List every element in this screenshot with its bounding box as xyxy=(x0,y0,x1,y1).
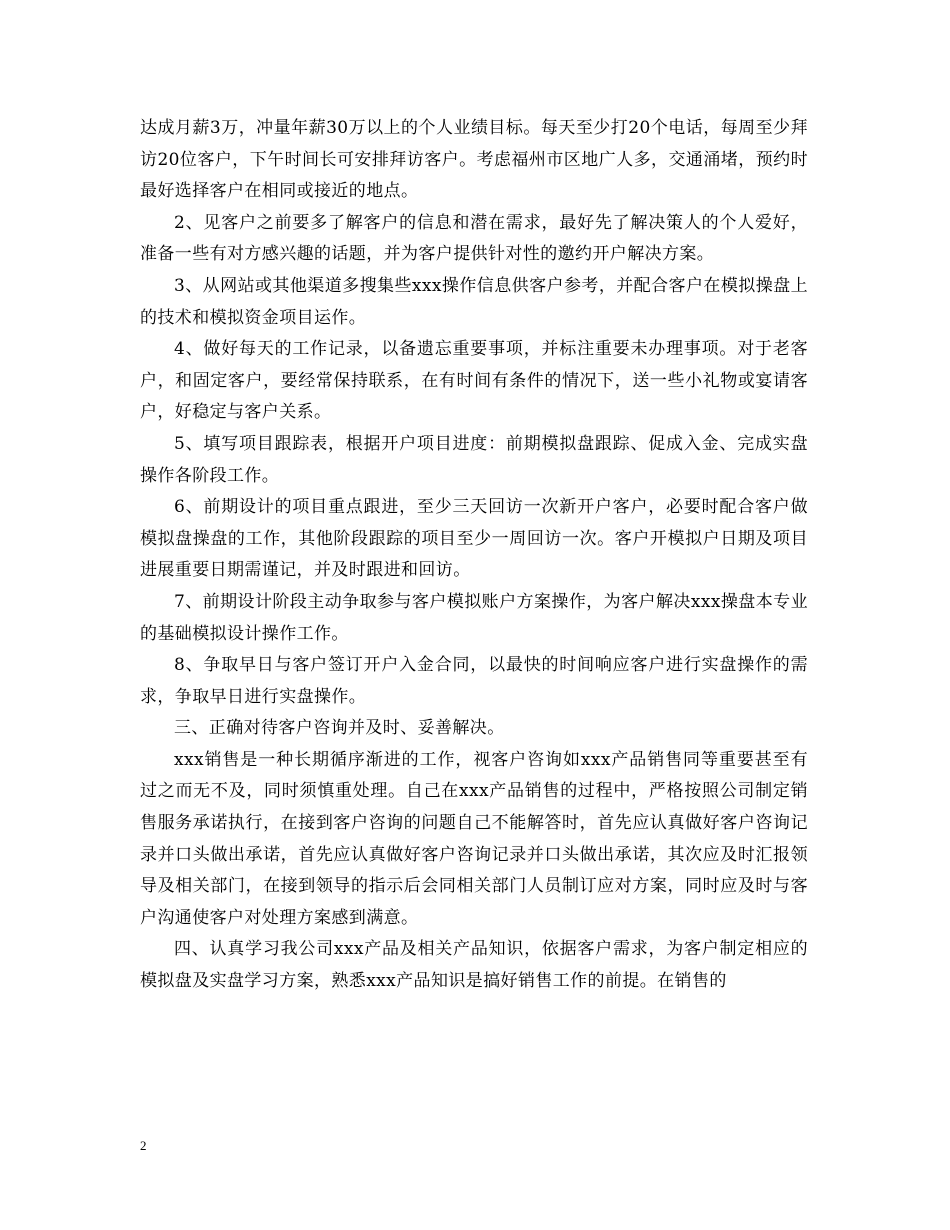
paragraph-9: xxx销售是一种长期循序渐进的工作，视客户咨询如xxx产品销售同等重要甚至有过之而无不及，同时须慎重处理。自己在xxx产品销售的过程中，严格按照公司制定销售服务承诺执行，在接到客户咨询的问题自己不能解答时，首先应认真做好客户咨询记录并口头做出承诺，首先应认真做好客户咨询记录并口头做出承诺，其次应及时汇报领导及相关部门，在接到领导的指示后会同相关部门人员制订应对方案，同时应及时与客户沟通使客户对处理方案感到满意。 xyxy=(140,749,808,928)
paragraph-5: 5、填写项目跟踪表，根据开户项目进度：前期模拟盘跟踪、促成入金、完成实盘操作各阶段工作。 xyxy=(140,433,808,486)
paragraph-3: 3、从网站或其他渠道多搜集些xxx操作信息供客户参考，并配合客户在模拟操盘上的技术和模拟资金项目运作。 xyxy=(140,275,808,328)
paragraph-8: 8、争取早日与客户签订开户入金合同，以最快的时间响应客户进行实盘操作的需求，争取早日进行实盘操作。 xyxy=(140,655,808,707)
paragraph-6: 6、前期设计的项目重点跟进，至少三天回访一次新开户客户，必要时配合客户做模拟盘操盘的工作，其他阶段跟踪的项目至少一周回访一次。客户开模拟户日期及项目进展重要日期需谨记，并及时跟进和回访。 xyxy=(140,497,808,581)
paragraph-1: 达成月薪3万，冲量年薪30万以上的个人业绩目标。每天至少打20个电话，每周至少拜访20位客户，下午时间长可安排拜访客户。考虑福州市区地广人多，交通涌堵，预约时最好选择客户在相同或接近的地点。 xyxy=(140,118,808,202)
document-body xyxy=(140,113,808,998)
paragraph-7: 7、前期设计阶段主动争取参与客户模拟账户方案操作，为客户解决xxx操盘本专业的基础模拟设计操作工作。 xyxy=(140,591,808,644)
section-heading-4: 四、认真学习我公司xxx产品及相关产品知识，依据客户需求，为客户制定相应的模拟盘及实盘学习方案，熟悉xxx产品知识是搞好销售工作的前提。在销售的 xyxy=(140,939,808,992)
page-number: 2 xyxy=(140,1138,147,1153)
paragraph-2: 2、见客户之前要多了解客户的信息和潜在需求，最好先了解决策人的个人爱好，准备一些有对方感兴趣的话题，并为客户提供针对性的邀约开户解决方案。 xyxy=(140,212,808,265)
section-heading-3: 三、正确对待客户咨询并及时、妥善解决。 xyxy=(174,718,505,739)
paragraph-4: 4、做好每天的工作记录，以备遗忘重要事项，并标注重要未办理事项。对于老客户，和固定客户，要经常保持联系，在有时间有条件的情况下，送一些小礼物或宴请客户，好稳定与客户关系。 xyxy=(140,339,808,423)
